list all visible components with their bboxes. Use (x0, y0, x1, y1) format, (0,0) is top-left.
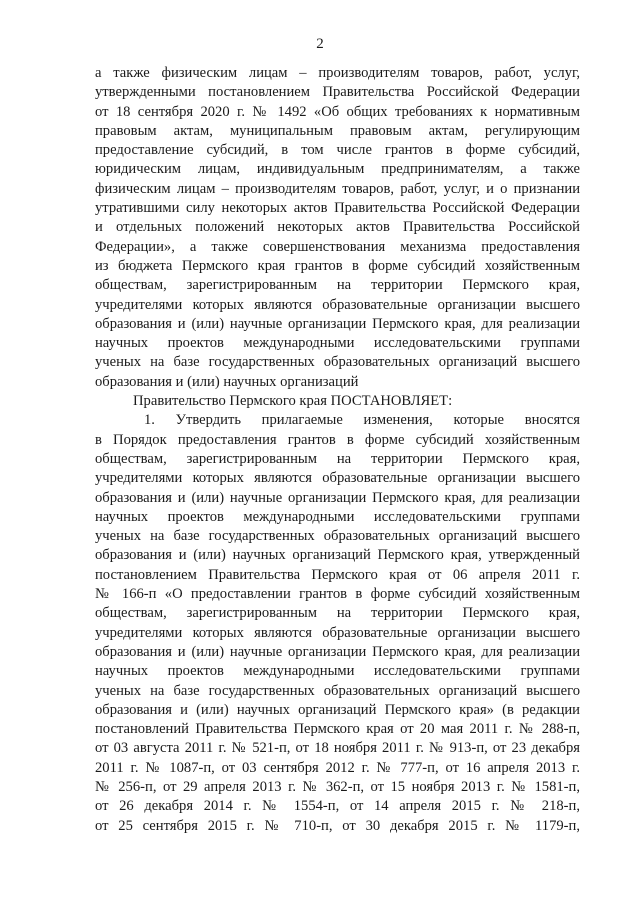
text-line: Правительство Пермского края ПОСТАНОВЛЯЕТ: (133, 393, 453, 410)
text-line: Федерации», а также совершенствования механизма предоставления (95, 238, 580, 255)
text-line: научных проектов международными исследовательскими группами (95, 508, 580, 525)
text-line: от 26 декабря 2014 г. № 1554-п, от 14 апреля 2015 г. № 218-п, (95, 798, 580, 815)
text-line: физическим лицам – производителям товаров, работ, услуг, и о признании (95, 180, 580, 197)
text-line: утратившими силу некоторых актов Правительства Российской Федерации (95, 200, 580, 217)
text-line: ученых на базе государственных образовательных организаций высшего (95, 528, 580, 545)
text-line: образования и (или) научные организации Пермского края, для реализации (95, 643, 580, 660)
text-line: а также физическим лицам – производителям товаров, работ, услуг, (95, 65, 580, 81)
text-line: утвержденными постановлением Правительства Российской Федерации (95, 84, 580, 101)
text-line: учредителями которых являются образовательные организации высшего (95, 470, 580, 487)
text-line: образования и (или) научные организации Пермского края, для реализации (95, 489, 580, 506)
resolution-paragraph (95, 392, 580, 411)
text-line: от 25 сентября 2015 г. № 710-п, от 30 декабря 2015 г. № 1179-п, (95, 817, 580, 834)
preamble-paragraph (95, 64, 580, 392)
text-line: правовым актам, муниципальным правовым актам, регулирующим (95, 122, 580, 139)
text-line: обществам, зарегистрированным на территории Пермского края, (95, 277, 580, 294)
text-line: научных проектов международными исследовательскими группами (95, 663, 580, 680)
document-body (95, 64, 580, 836)
text-line: обществам, зарегистрированным на территории Пермского края, (95, 450, 580, 467)
text-line: 2011 г. № 1087-п, от 03 сентября 2012 г. № 777-п, от 16 апреля 2013 г. (95, 759, 580, 776)
text-line: № 256-п, от 29 апреля 2013 г. № 362-п, от 15 ноября 2013 г. № 1581-п, (95, 778, 580, 795)
text-line: предоставление субсидий, в том числе грантов в форме субсидий, (95, 142, 580, 159)
text-line: учредителями которых являются образовательные организации высшего (95, 296, 580, 313)
text-line: научных проектов международными исследовательскими группами (95, 335, 580, 352)
text-line: № 166-п «О предоставлении грантов в форме субсидий хозяйственным (95, 586, 580, 603)
text-line: учредителями которых являются образовательные организации высшего (95, 624, 580, 641)
item-1-paragraph (95, 411, 580, 836)
text-line: от 18 сентября 2020 г. № 1492 «Об общих требованиях к нормативным (95, 103, 580, 120)
text-line: и отдельных положений некоторых актов Правительства Российской (95, 219, 580, 236)
text-line: 1. Утвердить прилагаемые изменения, которые вносятся (144, 412, 580, 429)
text-line: от 03 августа 2011 г. № 521-п, от 18 ноября 2011 г. № 913-п, от 23 декабря (95, 740, 580, 757)
text-line: обществам, зарегистрированным на территории Пермского края, (95, 605, 580, 622)
text-line: образования и (или) научные организации Пермского края, для реализации (95, 315, 580, 332)
text-line: ученых на базе государственных образовательных организаций высшего (95, 354, 580, 371)
text-line: образования и (или) научных организаций (95, 373, 359, 390)
text-line: постановлением Правительства Пермского края от 06 апреля 2011 г. (95, 566, 580, 583)
page-number: 2 (316, 36, 324, 52)
text-line: юридическим лицам, индивидуальным предпринимателям, а также (95, 161, 580, 178)
text-line: из бюджета Пермского края грантов в форме субсидий хозяйственным (95, 257, 580, 274)
text-line: в Порядок предоставления грантов в форме субсидий хозяйственным (95, 431, 580, 448)
text-line: постановлений Правительства Пермского края от 20 мая 2011 г. № 288-п, (95, 721, 580, 738)
text-line: образования и (или) научных организаций Пермского края, утвержденный (95, 547, 580, 564)
text-line: ученых на базе государственных образовательных организаций высшего (95, 682, 580, 699)
text-line: образования и (или) научных организаций Пермского края» (в редакции (95, 701, 580, 718)
